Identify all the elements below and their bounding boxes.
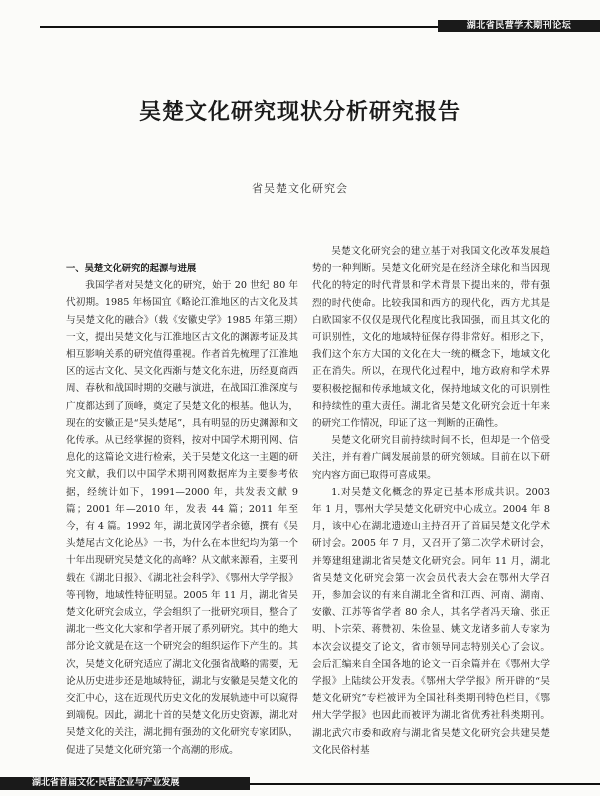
section-heading: 一、吴楚文化研究的起源与进展 xyxy=(66,263,197,274)
page-footer xyxy=(0,772,600,796)
right-column xyxy=(312,243,550,756)
left-column xyxy=(66,260,298,756)
header-rule xyxy=(40,26,480,28)
body-paragraph: 吴楚文化研究目前持续时间不长，但却是一个倍受关注，并有着广阔发展前景的研究领域。目前在以下研究内容方面已取得可喜成果。 xyxy=(312,435,550,481)
footer-rule xyxy=(250,783,600,785)
footer-tag: 湖北省首届文化·民营企业与产业发展 xyxy=(0,777,250,790)
body-paragraph: 1.对吴楚文化概念的界定已基本形成共识。2003 年 1 月，鄂州大学吴楚文化研究中心成立。2004 年 8 月，该中心在湖北遗迹山主持召开了首届吴楚文化学术研讨会。2005 年 7 月，又召开了第二次学术研讨会，并筹建组建湖北省吴楚文化研究会。同年 11 月，湖北省吴楚文化研究会第一次会员代表大会在鄂州大学召开，参加会议的有来自湖北全省和江西、河南、湖南、安徽、江苏等省学者 80 余人，其名学者冯天瑜、张正明、卜宗荣、蒋赞初、朱俭显、姚文龙诸多前人专家为本次会议提交了论文，省市领导同志特别关心了会议。会后汇编来自全国各地的论文一百余篇并在《鄂州大学学报》上陆续公开发表。《鄂州大学学报》所开辟的“吴楚文化研究”专栏被评为全国社科类期刊特色栏目，《鄂州大学学报》也因此而被评为湖北省优秀社科类期刊。湖北武穴市委和政府与湖北省吴楚文化研究会共建吴楚文化民俗村基 xyxy=(312,486,550,756)
page-header xyxy=(0,0,600,30)
journal-header-tag: 湖北省民营学术期刊论坛 xyxy=(438,20,600,32)
article-author: 省吴楚文化研究会 xyxy=(252,182,348,195)
body-paragraph: 我国学者对吴楚文化的研究，始于 20 世纪 80 年代初期。1985 年杨国宜《略论江淮地区的古文化及其与吴楚文化的融合》（载《安徽史学》1985 年第三期）一文，提出吴楚文化与江淮地区古文化的渊源考证及其相互影响关系的研究值得重视。作者首先梳理了江淮地区的远古文化、吴文化西渐与楚文化东进，历经夏商西周、春秋和战国时期的交融与演进，在战国江淮深度与广度都达到了顶峰，奠定了吴楚文化的根基。他认为，现在的安徽正是“吴头楚尾”，具有明显的历史渊源和文化传承。从已经掌握的资料，按对中国学术期刊网、信息化的这篇论文进行检索，关于吴楚文化这一主题的研究文献，我们以中国学术期刊网数据库为主要参考依据，经统计如下，1991—2000 年，共发表文献 9 篇；2001 年—2010 年，发表 44 篇；2011 年至今，有 4 篇。1992 年，湖北黄冈学者余德，撰有《吴头楚尾古文化论丛》一书，为什么在本世纪均为第一个十年出现研究吴楚文化的高峰？从文献来源看，主要刊载在《湖北日报》、《湖北社会科学》、《鄂州大学学报》等刊物，地域性特征明显。2005 年 11 月，湖北省吴楚文化研究会成立，学会组织了一批研究项目，整合了湖北一些文化大家和学者开展了系列研究。其中的绝大部分论文就是在这一个研究会的组织运作下产生的。其次，吴楚文化研究适应了湖北文化强省战略的需要，无论从历史进步还是地域特征，湖北与安徽是吴楚文化的交汇中心，这在近现代历史文化的发展轨迹中可以窥得到端倪。因此，湖北十首的吴楚文化历史资源，湖北对吴楚文化的关注，湖北拥有强劲的文化研究专家团队，促进了吴楚文化研究第一个高潮的形成。 xyxy=(66,280,298,756)
article-title: 吴楚文化研究现状分析研究报告 xyxy=(138,99,461,125)
body-paragraph: 吴楚文化研究会的建立基于对我国文化改革发展趋势的一种判断。吴楚文化研究是在经济全球化和当因现代化的特定的时代背景和学术背景下提出来的，带有强烈的时代使命。比较我国和西方的现代化，西方尤其是白欧国家不仅仅是现代化程度比我国强，而且其文化的可识别性，文化的地域特征保存得非常好。相形之下，我们这个东方大国的文化在大一统的概念下，地域文化正在消失。所以，在现代化过程中，地方政府和学术界要积极挖掘和传承地域文化，保持地域文化的可识别性和持续性的重大责任。湖北省吴楚文化研究会近十年来的研究工作情况，印证了这一判断的正确性。 xyxy=(312,246,550,430)
